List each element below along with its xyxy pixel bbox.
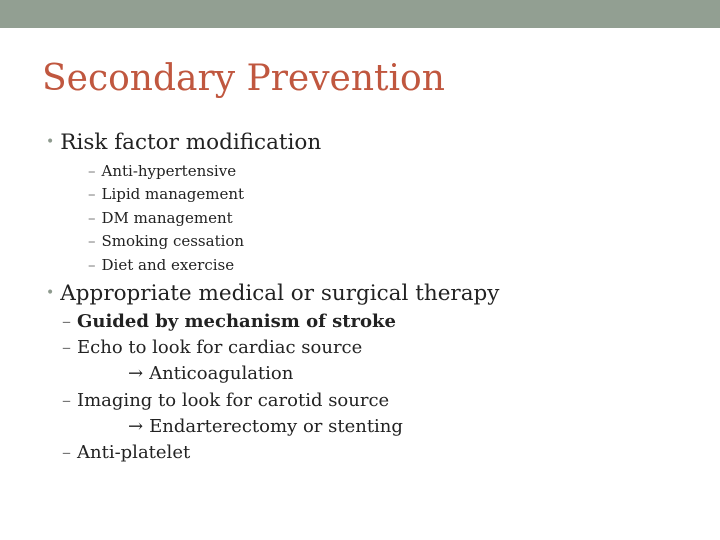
list-item: – Guided by mechanism of stroke xyxy=(62,311,396,332)
arrow-right-icon: → xyxy=(128,363,144,384)
bullet-dot-icon: • xyxy=(46,134,55,150)
bullet-label: Appropriate medical or surgical therapy xyxy=(60,281,500,306)
dash-icon: – xyxy=(62,390,71,411)
bullet-risk-factor xyxy=(46,130,321,155)
list-item: – Lipid management xyxy=(88,185,245,203)
dash-icon: – xyxy=(62,311,71,332)
slide-title: Secondary Prevention xyxy=(42,58,445,99)
dash-icon: – xyxy=(62,442,71,463)
list-item: – Diet and exercise xyxy=(88,256,235,274)
arrow-item: → Anticoagulation xyxy=(128,363,294,384)
list-item: – DM management xyxy=(88,209,233,227)
top-color-bar xyxy=(0,0,720,28)
list-item: – Echo to look for cardiac source xyxy=(62,337,363,358)
arrow-right-icon: → xyxy=(128,416,144,437)
arrow-item: → Endarterectomy or stenting xyxy=(128,416,403,437)
bullet-dot-icon: • xyxy=(46,285,55,301)
dash-icon: – xyxy=(62,337,71,358)
dash-icon: – xyxy=(88,256,96,274)
bullet-medical-therapy xyxy=(46,281,499,306)
list-item: – Imaging to look for carotid source xyxy=(62,390,390,411)
dash-icon: – xyxy=(88,185,96,203)
list-item: – Anti-hypertensive xyxy=(88,162,237,180)
dash-icon: – xyxy=(88,232,96,250)
list-item: – Smoking cessation xyxy=(88,232,245,250)
list-item: – Anti-platelet xyxy=(62,442,191,463)
dash-icon: – xyxy=(88,209,96,227)
bullet-label: Risk factor modification xyxy=(60,130,322,155)
dash-icon: – xyxy=(88,162,96,180)
